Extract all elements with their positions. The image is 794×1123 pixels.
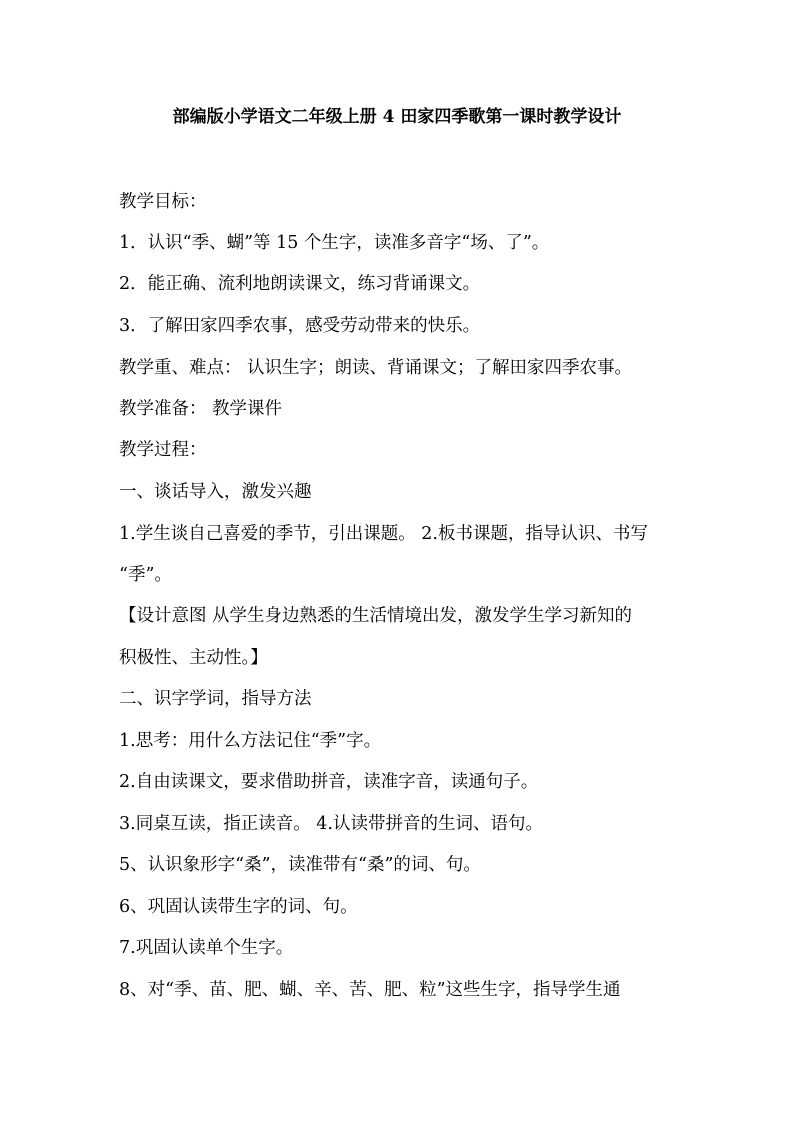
part-1-heading: 一、谈话导入，激发兴趣 xyxy=(119,482,312,502)
objective-1: 1．认识“季、蝴”等 15 个生字，读准多音字“场、了”。 xyxy=(119,233,550,253)
objective-3: 3．了解田家四季农事，感受劳动带来的快乐。 xyxy=(119,316,481,336)
objective-2: 2．能正确、流利地朗读课文，练习背诵课文。 xyxy=(119,274,481,294)
section-heading-process: 教学过程： xyxy=(119,440,207,460)
paragraph-line: 5、认识象形字“桑”，读准带有“桑”的词、句。 xyxy=(119,855,481,875)
paragraph-line: 2.自由读课文，要求借助拼音，读准字音，读通句子。 xyxy=(119,772,539,792)
design-intent-line: 积极性、主动性。】 xyxy=(119,648,268,668)
paragraph-line: “季”。 xyxy=(119,565,172,585)
paragraph-line: 8、对“季、苗、肥、蝴、辛、苦、肥、粒”这些生字，指导学生通 xyxy=(119,980,621,1000)
paragraph-line: 3.同桌互读，指正读音。 4.认读带拼音的生词、语句。 xyxy=(119,814,543,834)
teaching-preparation: 教学准备： 教学课件 xyxy=(119,399,283,419)
paragraph-line: 1.思考：用什么方法记住“季”字。 xyxy=(119,731,382,751)
document-title: 部编版小学语文二年级上册 4 田家四季歌第一课时教学设计 xyxy=(172,107,622,127)
section-heading-objectives: 教学目标： xyxy=(119,192,207,212)
key-difficulties: 教学重、难点： 认识生字；朗读、背诵课文；了解田家四季农事。 xyxy=(119,358,633,378)
paragraph-line: 6、巩固认读带生字的词、句。 xyxy=(119,897,358,917)
paragraph-line: 7.巩固认读单个生字。 xyxy=(119,938,294,958)
paragraph-line: 1.学生谈自己喜爱的季节，引出课题。 2.板书课题，指导认识、书写 xyxy=(119,524,648,544)
design-intent-line: 【设计意图 从学生身边熟悉的生活情境出发，激发学生学习新知的 xyxy=(119,606,633,626)
part-2-heading: 二、识字学词，指导方法 xyxy=(119,689,312,709)
